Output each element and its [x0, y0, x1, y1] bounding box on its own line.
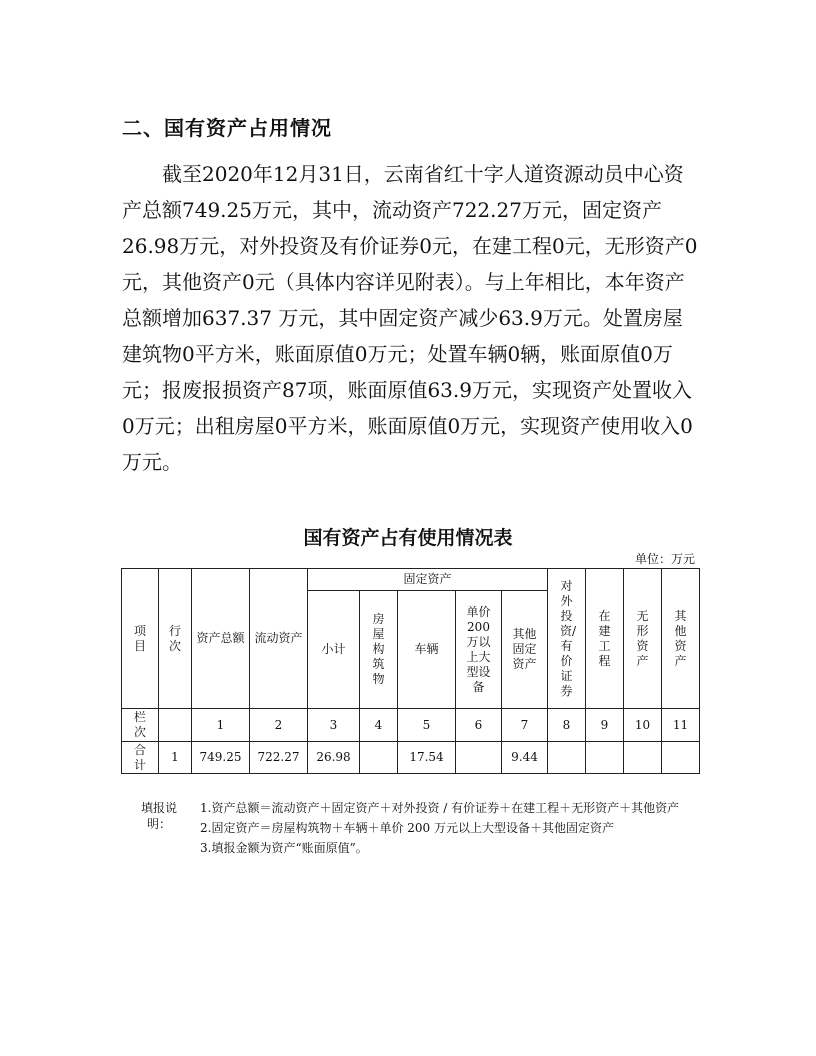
- table-cell: 26.98: [308, 742, 360, 774]
- total-row-label: 合计: [122, 742, 159, 774]
- header-large-equipment: 单价200万以上大型设备: [456, 591, 502, 709]
- header-fixed-assets: 固定资产: [308, 569, 548, 591]
- table-title: 国有资产占有使用情况表: [303, 527, 513, 549]
- table-cell: 749.25: [192, 742, 250, 774]
- total-row: [122, 742, 700, 774]
- header-vehicles: 车辆: [398, 591, 456, 709]
- column-row-label: 栏次: [122, 709, 159, 742]
- header-item: 项目: [122, 569, 159, 709]
- column-number-row: [122, 709, 700, 742]
- header-buildings: 房屋构筑物: [360, 591, 398, 709]
- header-row-no: 行次: [159, 569, 192, 709]
- table-cell: 3: [308, 709, 360, 742]
- table-cell: 8: [548, 709, 586, 742]
- table-cell: [624, 742, 662, 774]
- asset-table: [121, 568, 700, 774]
- table-cell: 1: [192, 709, 250, 742]
- table-cell: [548, 742, 586, 774]
- header-subtotal: 小计: [308, 591, 360, 709]
- notes-list: [200, 800, 700, 860]
- table-cell: 6: [456, 709, 502, 742]
- note-item: 3.填报金额为资产“账面原值”。: [200, 841, 368, 855]
- header-total-assets: 资产总额: [192, 569, 250, 709]
- header-other-assets: 其他资产: [662, 569, 700, 709]
- body-paragraph: [122, 156, 702, 480]
- paragraph-text: 截至2020年12月31日，云南省红十字人道资源动员中心资产总额749.25万元，其中，流动资产722.27万元，固定资产26.98万元，对外投资及有价证券0元，在建工程0元，无形资产0元，其他资产0元（具体内容详见附表）。与上年相比，本年资产总额增加637.37 万元，其中固定资产减少63.9万元。处置房屋建筑物0平方米，账面原值0万元；处置车辆0辆，账面原值0万元；报废报损资产87项，账面原值63.9万元，实现资产处置收入0万元；出租房屋0平方米，账面原值0万元，实现资产使用收入0万元。: [122, 162, 698, 474]
- table-cell: [456, 742, 502, 774]
- table-cell: 5: [398, 709, 456, 742]
- table-cell: [159, 709, 192, 742]
- header-intangible: 无形资产: [624, 569, 662, 709]
- notes-label: 填报说明：: [140, 801, 177, 831]
- table-cell: 722.27: [250, 742, 308, 774]
- table-cell: 17.54: [398, 742, 456, 774]
- table-cell: 10: [624, 709, 662, 742]
- unit-label: 单位：万元: [634, 552, 695, 566]
- header-current-assets: 流动资产: [250, 569, 308, 709]
- note-item: 2.固定资产＝房屋构筑物＋车辆＋单价 200 万元以上大型设备＋其他固定资产: [200, 821, 614, 835]
- note-item: 1.资产总额＝流动资产＋固定资产＋对外投资 / 有价证券＋在建工程＋无形资产＋其他资产: [200, 801, 680, 815]
- header-investments: 对外投资/有价证券: [548, 569, 586, 709]
- table-cell: 11: [662, 709, 700, 742]
- section-heading: 二、国有资产占用情况: [122, 116, 332, 140]
- table-cell: 2: [250, 709, 308, 742]
- table-cell: 7: [502, 709, 548, 742]
- table-cell: 9: [586, 709, 624, 742]
- table-cell: 9.44: [502, 742, 548, 774]
- table-cell: [586, 742, 624, 774]
- table-cell: 1: [159, 742, 192, 774]
- table-cell: [360, 742, 398, 774]
- table-cell: 4: [360, 709, 398, 742]
- header-construction: 在建工程: [586, 569, 624, 709]
- header-other-fixed: 其他固定资产: [502, 591, 548, 709]
- table-cell: [662, 742, 700, 774]
